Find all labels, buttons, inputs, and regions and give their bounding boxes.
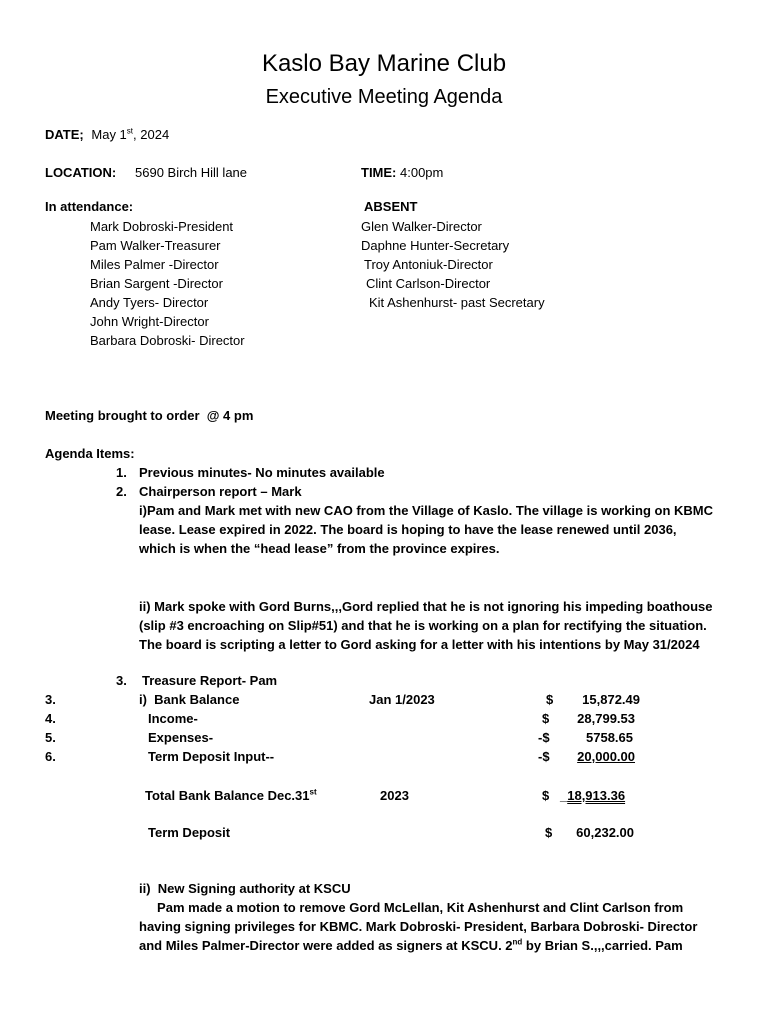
finance-currency: -$ — [538, 730, 550, 745]
finance-label-expenses: Expenses- — [148, 730, 214, 745]
agenda-item-previous-minutes: Previous minutes- No minutes available — [139, 465, 385, 480]
present-member: Barbara Dobroski- Director — [90, 333, 245, 348]
finance-total-label: Total Bank Balance Dec.31st — [145, 787, 317, 803]
present-member: Mark Dobroski-President — [90, 219, 234, 234]
paragraph-line: lease. Lease expired in 2022. The board is hoping to have the lease renewed until 2036, — [139, 522, 677, 537]
paragraph-line: ii) Mark spoke with Gord Burns,,,Gord replied that he is not ignoring his impeding boathouse — [139, 599, 713, 614]
meeting-order-line: Meeting brought to order @ 4 pm — [45, 408, 254, 423]
agenda-item-number: 2. — [116, 484, 127, 499]
attendance-heading: In attendance: — [45, 199, 134, 214]
finance-currency: -$ — [538, 749, 550, 764]
finance-currency: $ — [542, 711, 550, 726]
finance-currency: $ — [545, 825, 553, 840]
absent-member: Daphne Hunter-Secretary — [361, 238, 510, 253]
time-line — [361, 165, 443, 181]
time-label: TIME: — [361, 165, 397, 180]
absent-member: Troy Antoniuk-Director — [364, 257, 493, 272]
finance-label-income: Income- — [148, 711, 198, 726]
paragraph-line: having signing privileges for KBMC. Mark Dobroski- President, Barbara Dobroski- Director — [139, 919, 698, 934]
paragraph-line: and Miles Palmer-Director were added as signers at KSCU. 2nd by Brian S.,,,carried. Pam — [139, 937, 683, 953]
agenda-item-number: 1. — [116, 465, 127, 480]
finance-currency: $ — [546, 692, 554, 707]
finance-amount-bank-balance: 15,872.49 — [582, 692, 640, 707]
finance-row-number: 6. — [45, 749, 56, 764]
paragraph-line: i)Pam and Mark met with new CAO from the Village of Kaslo. The village is working on KBMC — [139, 503, 714, 518]
agenda-item-treasure-report: Treasure Report- Pam — [142, 673, 278, 688]
finance-currency: $ — [542, 788, 550, 803]
absent-heading: ABSENT — [364, 199, 418, 214]
present-member: Miles Palmer -Director — [90, 257, 219, 272]
agenda-heading: Agenda Items: — [45, 446, 135, 461]
agenda-item-number: 3. — [116, 673, 127, 688]
absent-member: Glen Walker-Director — [361, 219, 482, 234]
absent-member: Clint Carlson-Director — [366, 276, 491, 291]
finance-total-amount: _18,913.36 — [560, 788, 626, 803]
paragraph-line: (slip #3 encroaching on Slip#51) and that he is working on a plan for rectifying the situation. — [139, 618, 707, 633]
paragraph-line: The board is scripting a letter to Gord asking for a letter with his intentions by May 31/2024 — [139, 637, 700, 652]
finance-amount-income: 28,799.53 — [577, 711, 635, 726]
signing-authority-paragraph — [139, 898, 739, 955]
paragraph-line: Pam made a motion to remove Gord McLellan, Kit Ashenhurst and Clint Carlson from — [139, 900, 684, 915]
finance-term-deposit-amount: 60,232.00 — [576, 825, 634, 840]
present-member: Pam Walker-Treasurer — [90, 238, 221, 253]
document-title: Kaslo Bay Marine Club — [261, 50, 507, 77]
location-value: 5690 Birch Hill lane — [135, 165, 248, 180]
finance-label-bank-balance: i) Bank Balance — [139, 692, 240, 707]
signing-authority-heading: ii) New Signing authority at KSCU — [139, 881, 351, 896]
agenda-item-chairperson-report: Chairperson report – Mark — [139, 484, 302, 499]
finance-date: Jan 1/2023 — [369, 692, 435, 707]
date-value: May 1st, 2024 — [91, 126, 170, 142]
date-line — [45, 127, 169, 143]
finance-amount-term-deposit-input: 20,000.00 — [577, 749, 635, 764]
finance-total-year: 2023 — [380, 788, 409, 803]
paragraph-line: which is when the “head lease” from the province expires. — [139, 541, 500, 556]
present-member: Brian Sargent -Director — [90, 276, 223, 291]
finance-row-number: 5. — [45, 730, 56, 745]
date-label: DATE; — [45, 127, 84, 142]
time-value: 4:00pm — [396, 165, 444, 180]
location-label: LOCATION: — [45, 165, 117, 180]
finance-row-number: 3. — [45, 692, 56, 707]
finance-amount-expenses: 5758.65 — [586, 730, 633, 745]
present-member: John Wright-Director — [90, 314, 209, 329]
absent-member: Kit Ashenhurst- past Secretary — [369, 295, 545, 310]
chairperson-paragraph-ii — [139, 597, 739, 654]
document-subtitle: Executive Meeting Agenda — [265, 86, 503, 108]
finance-label-term-deposit-input: Term Deposit Input-- — [148, 749, 275, 764]
finance-term-deposit-label: Term Deposit — [148, 825, 231, 840]
chairperson-paragraph-i — [139, 501, 739, 558]
present-member: Andy Tyers- Director — [90, 295, 209, 310]
finance-row-number: 4. — [45, 711, 56, 726]
